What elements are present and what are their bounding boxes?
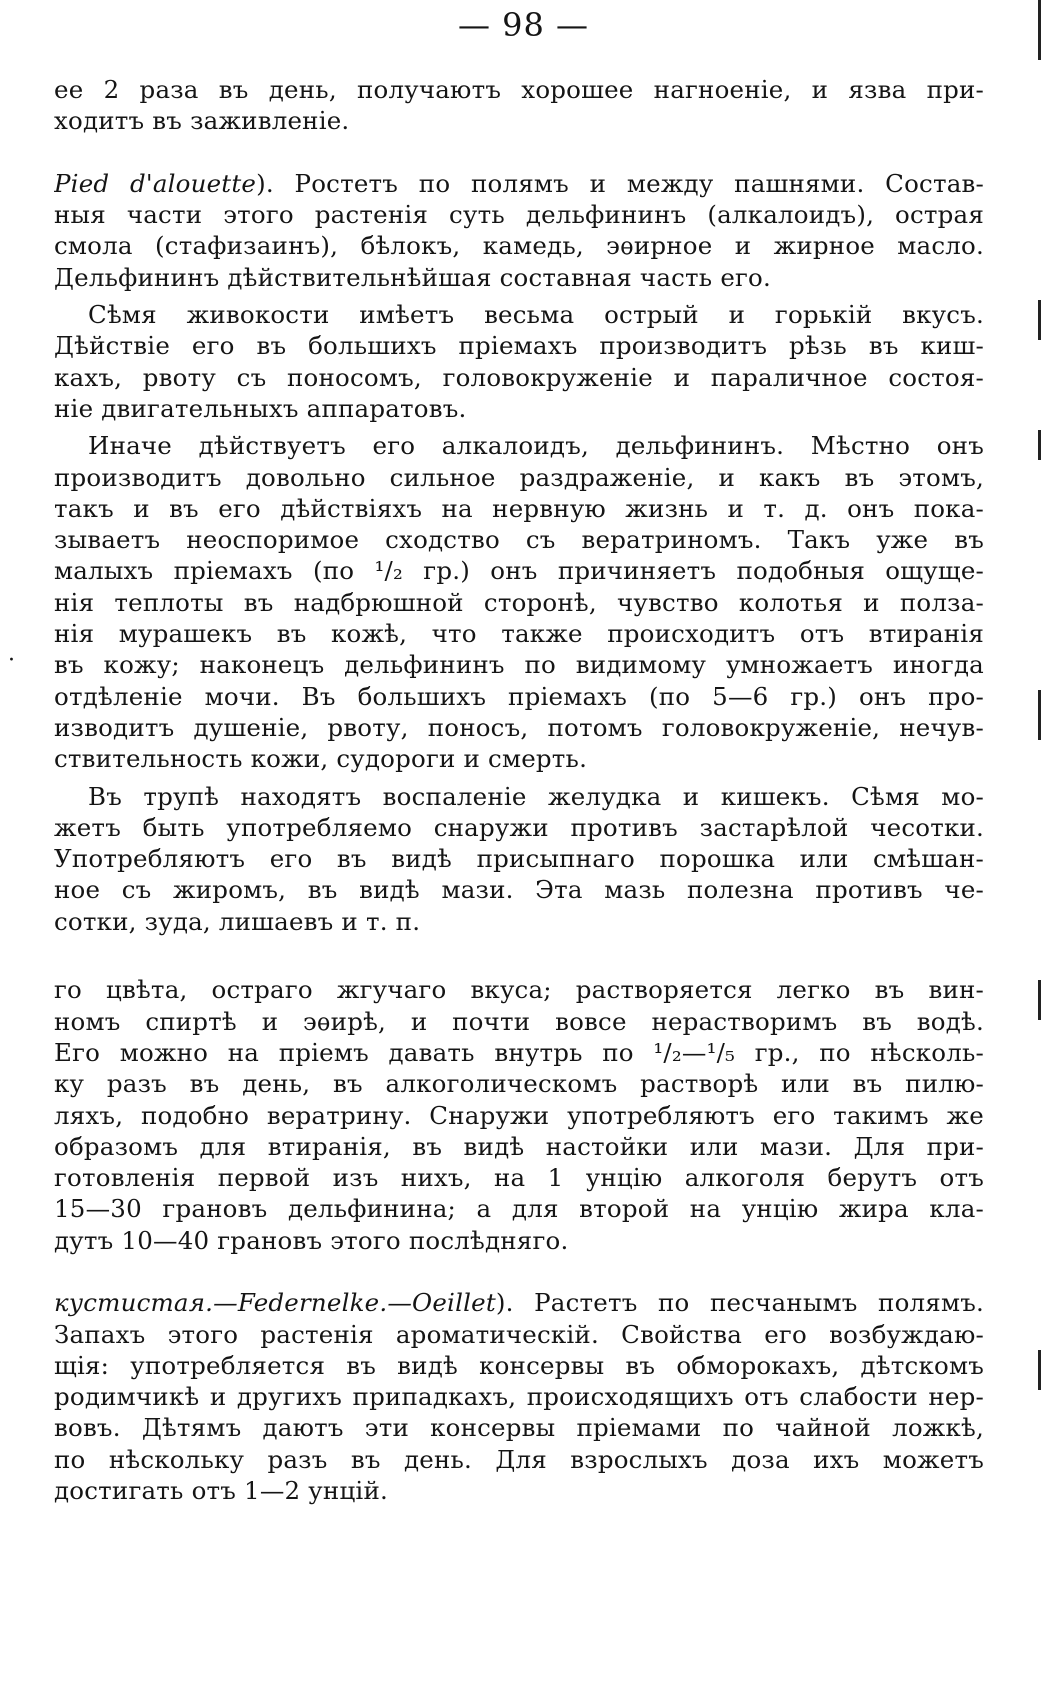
text-line: Pied d'alouette). Ростетъ по полямъ и между пашнями. Состав-	[54, 168, 984, 198]
text-line: нiя теплоты въ надбрюшной сторонѣ, чувство колотья и полза-	[54, 587, 984, 617]
text-line: Употребляютъ его въ видѣ присыпнаго порошка или смѣшан-	[54, 844, 984, 874]
text-line: щiя: употребляется въ видѣ консервы въ обморокахъ, дѣтскомъ	[54, 1350, 984, 1380]
text-line: сотки, зуда, лишаевъ и т. п.	[54, 906, 421, 936]
text-line: нiя мурашекъ въ кожѣ, что также происходитъ отъ втиранiя	[54, 619, 984, 649]
page-number: — 98 —	[457, 6, 590, 44]
text-line: номъ спиртѣ и эѳирѣ, и почти вовсе нерастворимъ въ водѣ.	[54, 1006, 984, 1036]
text-line: ныя части этого растенiя суть дельфининъ (алкалоидъ), острая	[54, 200, 984, 230]
text-line: вовъ. Дѣтямъ даютъ эти консервы прiемами по чайной ложкѣ,	[54, 1413, 984, 1443]
text-line: жетъ быть употребляемо снаружи противъ застарѣлой чесотки.	[54, 812, 984, 842]
text-line: изводитъ душенiе, рвоту, поносъ, потомъ головокруженiе, нечув-	[54, 712, 984, 742]
text-line: ствительность кожи, судороги и смерть.	[54, 744, 588, 774]
page-edge-shadow	[1038, 980, 1041, 1020]
text-line-rest: ). Растетъ по песчанымъ полямъ.	[495, 1288, 984, 1318]
text-line: отдѣленiе мочи. Въ большихъ прiемахъ (по 5—6 гр.) онъ про-	[54, 681, 984, 711]
text-line: въ кожу; наконецъ дельфининъ по видимому умножаетъ иногда	[54, 650, 984, 680]
text-line: Его можно на прiемъ давать внутрь по ¹/₂—¹/₅ гр., по нѣсколь-	[54, 1037, 984, 1067]
text-line: ное съ жиромъ, въ видѣ мази. Эта мазь полезна противъ че-	[54, 875, 984, 905]
text-line: ее 2 раза въ день, получаютъ хорошее нагноенiе, и язва при-	[54, 75, 984, 104]
text-line: Въ трупѣ находятъ воспаленiе желудка и кишекъ. Сѣмя мо-	[88, 781, 984, 811]
text-line: ляхъ, подобно вератрину. Снаружи употребляютъ его такимъ же	[54, 1100, 984, 1130]
text-line: смола (стафизаинъ), бѣлокъ, камедь, эѳирное и жирное масло.	[54, 231, 984, 261]
text-line: ходитъ въ заживленiе.	[54, 106, 350, 136]
text-line: зываетъ неоспоримое сходство съ вератриномъ. Такъ уже въ	[54, 525, 984, 555]
text-line: Сѣмя живокости имѣетъ весьма острый и горькiй вкусъ.	[88, 300, 984, 330]
text-line: готовленiя первой изъ нихъ, на 1 унцiю алкоголя берутъ отъ	[54, 1163, 984, 1193]
text-line: Дѣйствiе его въ большихъ прiемахъ производитъ рѣзь въ киш-	[54, 331, 984, 361]
text-line-italic: Pied d'alouette	[54, 168, 257, 198]
text-line: по нѣскольку разъ въ день. Для взрослыхъ доза ихъ можетъ	[54, 1444, 984, 1474]
entry-heading-delphinium	[54, 137, 984, 168]
page-edge-shadow	[1038, 1350, 1041, 1390]
text-line: родимчикѣ и другихъ припадкахъ, происходящихъ отъ слабости нер-	[54, 1382, 984, 1412]
text-line: Дельфининъ дѣйствительнѣйшая составная часть его.	[54, 262, 771, 292]
text-line: кахъ, рвоту съ поносомъ, головокруженiе и параличное состоя-	[54, 362, 984, 392]
page-edge-shadow	[1038, 0, 1041, 60]
text-line: достигать отъ 1—2 унцiй.	[54, 1476, 388, 1506]
synonyms-line2: кустистая.—Federnelke.—Oeillet	[54, 1288, 496, 1318]
margin-dot: ·	[8, 648, 15, 673]
text-line	[54, 1287, 984, 1318]
entry-delphinin	[54, 943, 984, 974]
body-text	[54, 74, 984, 1506]
text-line: такъ и въ его дѣйствiяхъ на нервную жизнь и т. д. онъ пока-	[54, 493, 984, 523]
text-line: малыхъ прiемахъ (по ¹/₂ гр.) онъ причиняетъ подобныя ощуще-	[54, 556, 984, 586]
text-line: дутъ 10—40 грановъ этого послѣдняго.	[54, 1225, 569, 1255]
text-line: Иначе дѣйствуетъ его алкалоидъ, дельфининъ. Мѣстно онъ	[88, 431, 984, 461]
text-line: образомъ для втиранiя, въ видѣ настойки или мази. Для при-	[54, 1131, 984, 1161]
text-line: ку разъ въ день, въ алкоголическомъ растворѣ или въ пилю-	[54, 1069, 984, 1099]
text-line: 15—30 грановъ дельфинина; а для второй на унцiю жира кла-	[54, 1194, 984, 1224]
text-line: нiе двигательныхъ аппаратовъ.	[54, 393, 467, 423]
page-edge-shadow	[1038, 430, 1041, 460]
text-line: Запахъ этого растенiя ароматическiй. Свойства его возбуждаю-	[54, 1319, 984, 1349]
text-line: производитъ довольно сильное раздраженiе, и какъ въ этомъ,	[54, 462, 984, 492]
page-edge-shadow	[1038, 300, 1041, 340]
text-line: го цвѣта, остраго жгучаго вкуса; растворяется легко въ вин-	[54, 975, 984, 1005]
entry-heading-dianthus	[54, 1256, 984, 1287]
page-edge-shadow	[1038, 690, 1041, 740]
